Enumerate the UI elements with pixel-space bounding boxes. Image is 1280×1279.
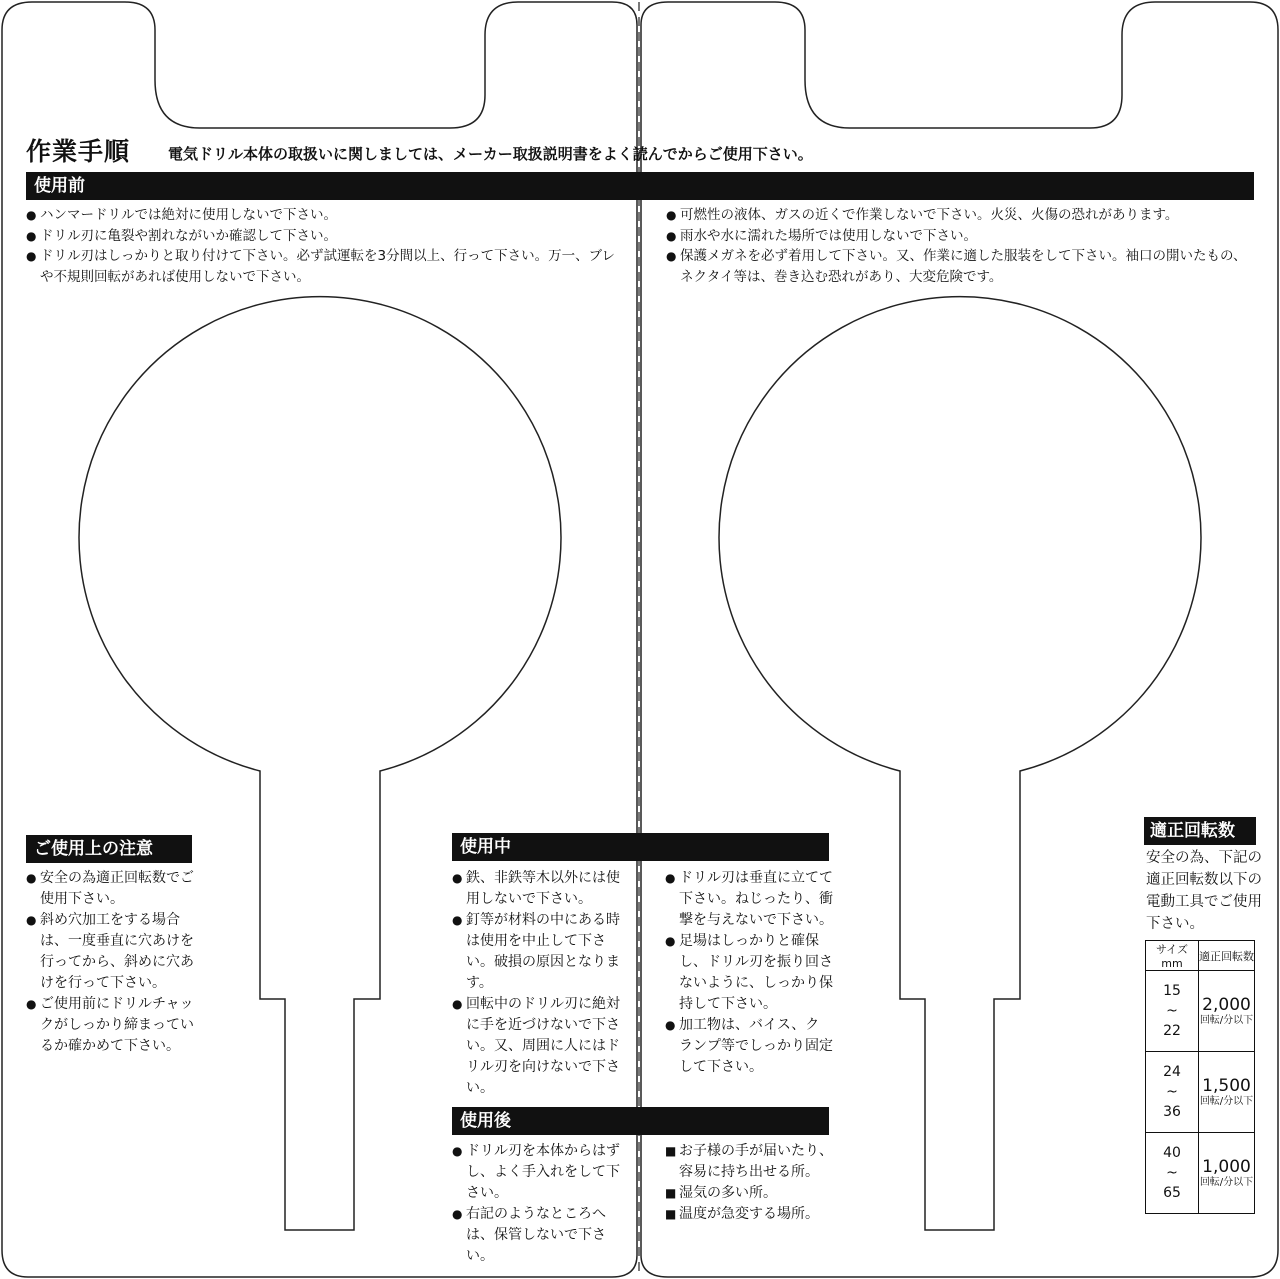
before-use-right-list (666, 205, 1258, 287)
list-item: ● 加工物は、バイス、クランプ等でしっかり固定して下さい。 (665, 1015, 833, 1078)
size-range-cell (1146, 1052, 1199, 1133)
rpm-table-header (1146, 941, 1255, 971)
rpm-table (1145, 940, 1255, 1214)
size-tilde: ~ (1166, 1165, 1178, 1181)
rpm-cell (1199, 971, 1255, 1052)
list-item: ■ 湿気の多い所。 (665, 1183, 840, 1204)
list-item: ● 釘等が材料の中にある時は使用を中止して下さい。破損の原因となります。 (452, 910, 622, 994)
rpm-note: 安全の為、下記の適正回転数以下の電動工具でご使用下さい。 (1146, 850, 1262, 932)
rpm-unit: 回転/分以下 (1199, 1176, 1254, 1188)
list-item: ● 右記のようなところへは、保管しないで下さい。 (452, 1204, 627, 1267)
size-from: 40 (1163, 1145, 1181, 1161)
list-item: ● 斜め穴加工をする場合は、一度垂直に穴あけを行ってから、斜めに穴あけを行って下さい。 (26, 910, 198, 994)
table-row (1146, 1133, 1255, 1214)
table-row (1146, 971, 1255, 1052)
size-tilde: ~ (1166, 1084, 1178, 1100)
during-use-heading: 使用中 (452, 833, 829, 861)
size-to: 65 (1163, 1185, 1181, 1201)
list-item: ● 回転中のドリル刃に絶対に手を近づけないで下さい。又、周囲に人にはドリル刃を向けないで下さい。 (452, 994, 622, 1099)
table-row (1146, 1052, 1255, 1133)
list-item: ● 可燃性の液体、ガスの近くで作業しないで下さい。火災、火傷の恐れがあります。 (666, 205, 1258, 226)
list-item: ● ハンマードリルでは絶対に使用しないで下さい。 (26, 205, 618, 226)
page-subtitle: 電気ドリル本体の取扱いに関しましては、メーカー取扱説明書をよく読んでからご使用下さい。 (168, 145, 813, 163)
cautions-heading: ご使用上の注意 (26, 835, 192, 863)
rpm-cell (1199, 1133, 1255, 1214)
rpm-unit: 回転/分以下 (1199, 1095, 1254, 1107)
size-to: 22 (1163, 1023, 1181, 1039)
size-from: 15 (1163, 983, 1181, 999)
rpm-value: 1,500 (1202, 1075, 1251, 1096)
rpm-value: 2,000 (1202, 994, 1251, 1015)
size-range-cell (1146, 971, 1199, 1052)
list-item: ● 足場はしっかりと確保し、ドリル刃を振り回さないように、しっかり保持して下さい。 (665, 931, 833, 1015)
rpm-cell (1199, 1052, 1255, 1133)
size-range-cell (1146, 1133, 1199, 1214)
list-item: ● ご使用前にドリルチャックがしっかり締まっているか確かめて下さい。 (26, 994, 198, 1057)
list-item: ■ お子様の手が届いたり、容易に持ち出せる所。 (665, 1141, 840, 1183)
after-use-right-list (665, 1141, 840, 1225)
after-use-heading: 使用後 (452, 1107, 829, 1135)
size-tilde: ~ (1166, 1003, 1178, 1019)
during-use-left-list (452, 868, 622, 1099)
list-item: ● 保護メガネを必ず着用して下さい。又、作業に適した服装をして下さい。袖口の開いたもの、ネクタイ等は、巻き込む恐れがあり、大変危険です。 (666, 246, 1258, 287)
during-use-right-list (665, 868, 833, 1078)
list-item: ● 安全の為適正回転数でご使用下さい。 (26, 868, 198, 910)
list-item: ● ドリル刃はしっかりと取り付けて下さい。必ず試運転を3分間以上、行って下さい。万一、ブレや不規則回転があれば使用しないで下さい。 (26, 246, 618, 287)
before-use-left-list (26, 205, 618, 287)
rpm-unit: 回転/分以下 (1199, 1014, 1254, 1026)
list-item: ● ドリル刃を本体からはずし、よく手入れをして下さい。 (452, 1141, 627, 1204)
list-item: ● ドリル刃に亀裂や割れながいか確認して下さい。 (26, 226, 618, 247)
list-item: ● ドリル刃は垂直に立てて下さい。ねじったり、衝撃を与えないで下さい。 (665, 868, 833, 931)
right-paddle-cutout (719, 297, 1201, 1230)
size-to: 36 (1163, 1104, 1181, 1120)
list-item: ● 鉄、非鉄等木以外には使用しないで下さい。 (452, 868, 622, 910)
page-title: 作業手順 (26, 137, 131, 166)
after-use-left-list (452, 1141, 627, 1267)
before-use-heading: 使用前 (26, 172, 1254, 200)
cautions-list (26, 868, 198, 1057)
rpm-value: 1,000 (1202, 1156, 1251, 1177)
rpm-heading: 適正回転数 (1144, 817, 1256, 845)
column-header-size: サイズ mm (1146, 941, 1199, 971)
size-from: 24 (1163, 1064, 1181, 1080)
list-item: ■ 温度が急変する場所。 (665, 1204, 840, 1225)
list-item: ● 雨水や水に濡れた場所では使用しないで下さい。 (666, 226, 1258, 247)
column-header-rpm: 適正回転数 (1199, 941, 1255, 971)
